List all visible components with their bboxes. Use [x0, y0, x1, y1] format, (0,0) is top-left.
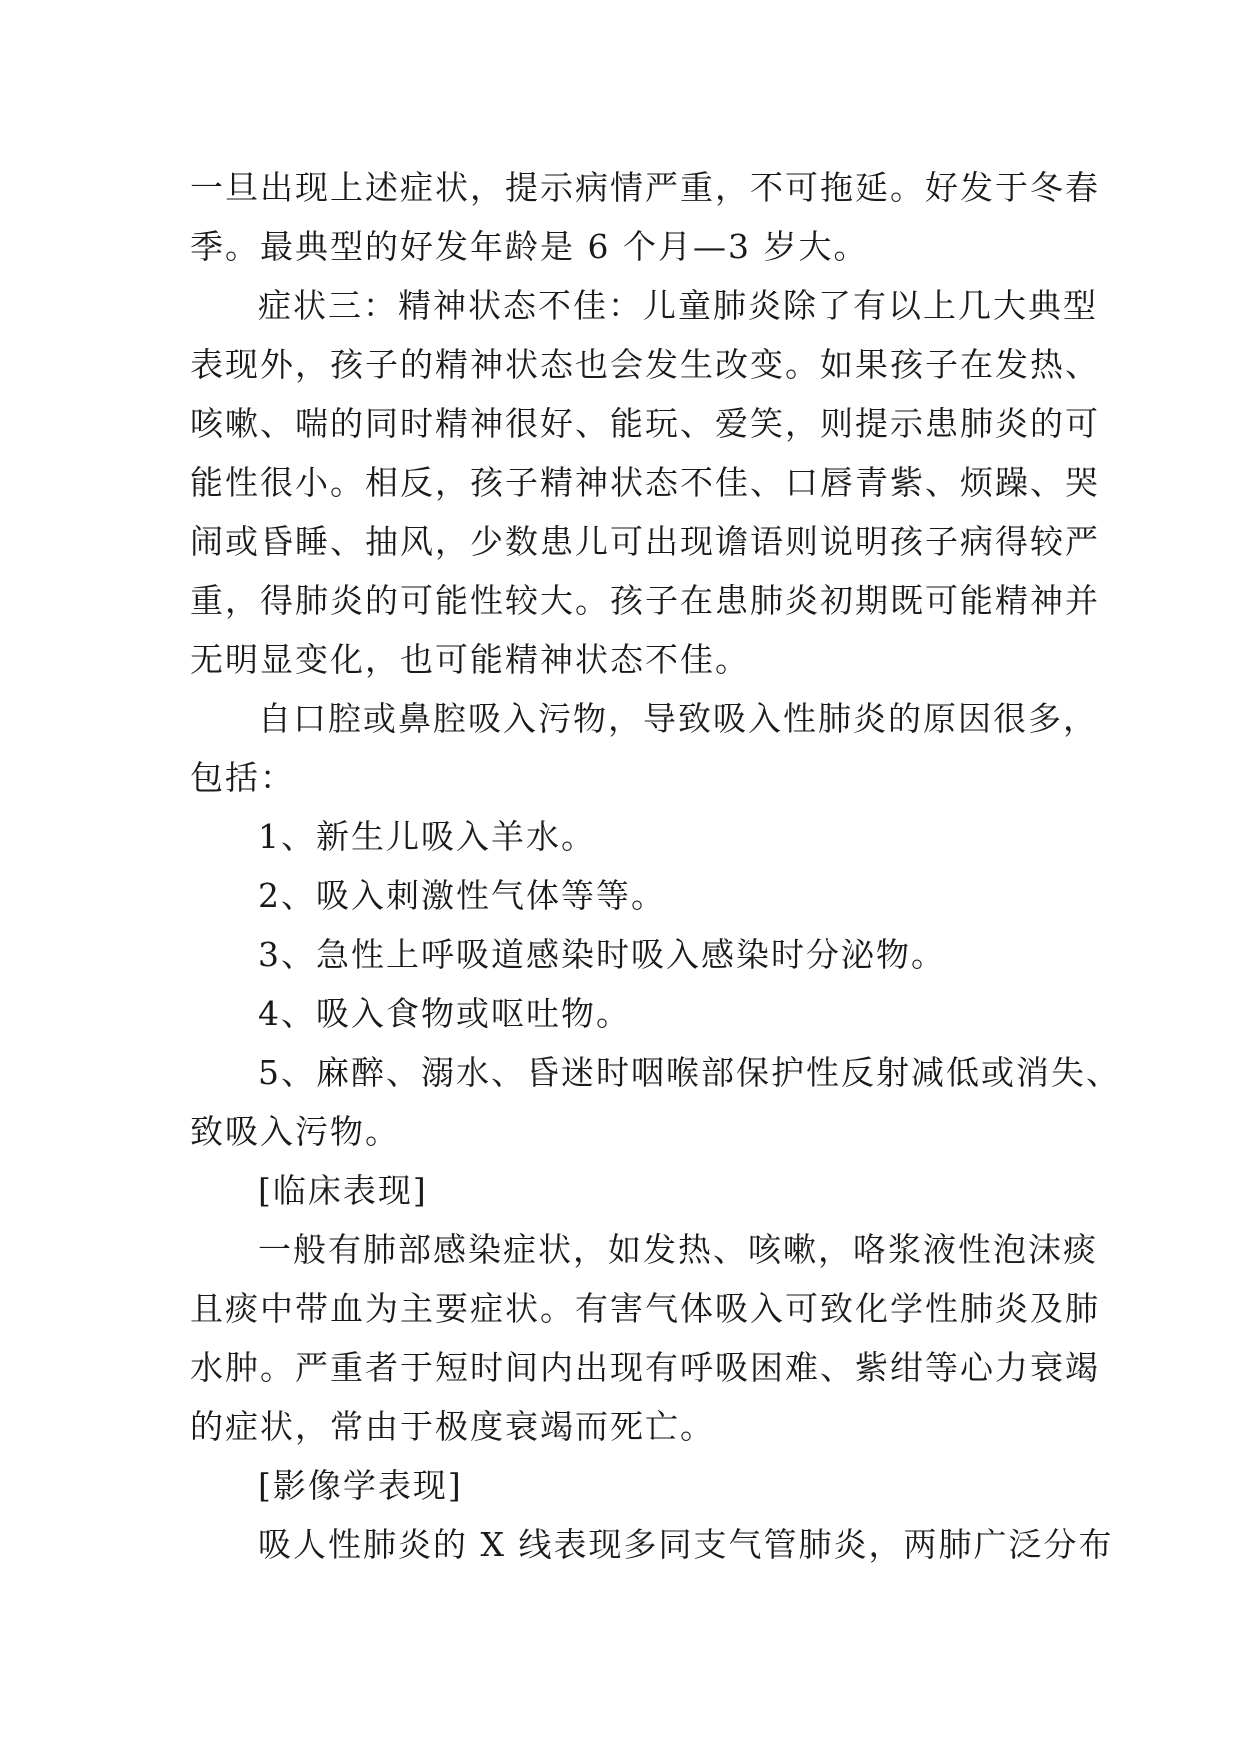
list-item: 1、新生儿吸入羊水。 — [258, 817, 596, 856]
text-line: 水肿。严重者于短时间内出现有呼吸困难、紫绀等心力衰竭 — [190, 1348, 1100, 1387]
paragraph-start-line: 一般有肺部感染症状，如发热、咳嗽，咯浆液性泡沫痰 — [258, 1230, 1098, 1269]
list-item: 4、吸入食物或呕吐物。 — [258, 994, 631, 1033]
text-line: 一旦出现上述症状，提示病情严重，不可拖延。好发于冬春 — [190, 168, 1100, 207]
list-item: 3、急性上呼吸道感染时吸入感染时分泌物。 — [258, 935, 946, 974]
text-line: 闹或昏睡、抽风，少数患儿可出现谵语则说明孩子病得较严 — [190, 522, 1100, 561]
text-line: 包括： — [190, 758, 295, 797]
text-line: 能性很小。相反，孩子精神状态不佳、口唇青紫、烦躁、哭 — [190, 463, 1100, 502]
section-heading-clinical: [临床表现] — [258, 1171, 428, 1210]
paragraph-start-line: 症状三：精神状态不佳：儿童肺炎除了有以上几大典型 — [258, 286, 1098, 325]
paragraph-start-line: 吸人性肺炎的 X 线表现多同支气管肺炎，两肺广泛分布 — [258, 1525, 1114, 1564]
text-line: 无明显变化，也可能精神状态不佳。 — [190, 640, 750, 679]
list-item: 5、麻醉、溺水、昏迷时咽喉部保护性反射减低或消失、 — [258, 1053, 1121, 1092]
text-line: 季。最典型的好发年龄是 6 个月—3 岁大。 — [190, 227, 869, 266]
document-body — [190, 158, 1121, 1574]
text-line: 重，得肺炎的可能性较大。孩子在患肺炎初期既可能精神并 — [190, 581, 1100, 620]
paragraph-start-line: 自口腔或鼻腔吸入污物，导致吸入性肺炎的原因很多， — [258, 699, 1098, 738]
text-line: 的症状，常由于极度衰竭而死亡。 — [190, 1407, 715, 1446]
list-item: 2、吸入刺激性气体等等。 — [258, 876, 666, 915]
text-line: 表现外，孩子的精神状态也会发生改变。如果孩子在发热、 — [190, 345, 1100, 384]
text-line: 且痰中带血为主要症状。有害气体吸入可致化学性肺炎及肺 — [190, 1289, 1100, 1328]
text-line: 致吸入污物。 — [190, 1112, 400, 1151]
section-heading-imaging: [影像学表现] — [258, 1466, 463, 1505]
text-line: 咳嗽、喘的同时精神很好、能玩、爱笑，则提示患肺炎的可 — [190, 404, 1100, 443]
